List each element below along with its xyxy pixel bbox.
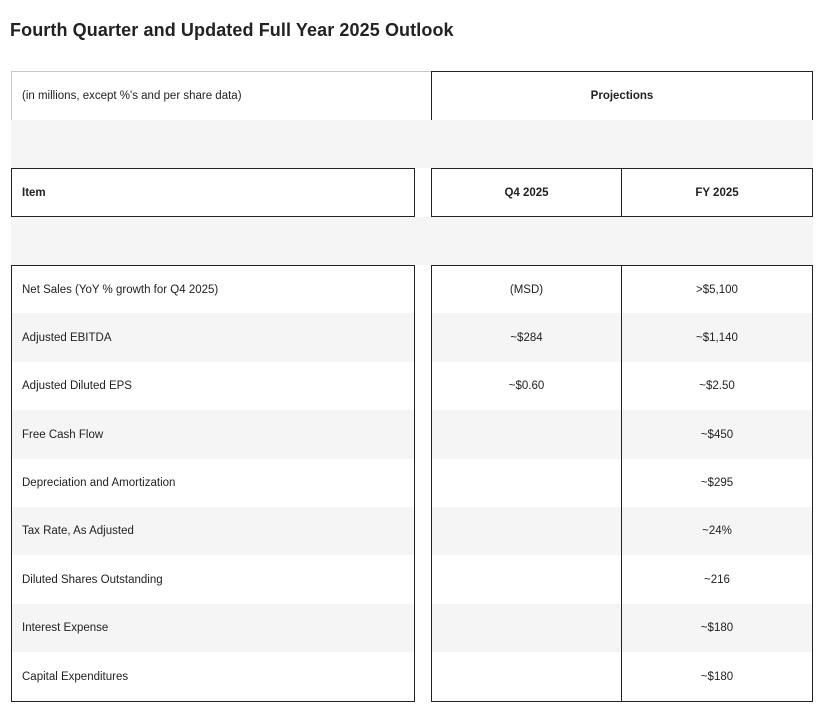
- column-gap: [416, 459, 430, 508]
- column-gap: [416, 362, 430, 411]
- row-fy-value: ~216: [622, 555, 813, 605]
- row-fy-value: ~$2.50: [622, 362, 813, 411]
- column-gap: [416, 265, 430, 314]
- row-q4-value: ~$0.60: [431, 362, 622, 411]
- row-q4-value: ~$284: [431, 313, 622, 363]
- column-header-item: Item: [11, 168, 415, 217]
- row-item-label: Depreciation and Amortization: [11, 459, 415, 508]
- row-item-label: Net Sales (YoY % growth for Q4 2025): [11, 265, 415, 314]
- column-gap: [416, 604, 430, 653]
- row-q4-value: [431, 604, 622, 653]
- row-item-label: Adjusted Diluted EPS: [11, 362, 415, 411]
- row-item-label: Capital Expenditures: [11, 652, 415, 702]
- table-note: (in millions, except %'s and per share data): [11, 71, 432, 120]
- row-fy-value: ~$180: [622, 652, 813, 702]
- spacer-row: [11, 120, 813, 168]
- column-gap: [416, 410, 430, 460]
- row-item-label: Interest Expense: [11, 604, 415, 653]
- row-q4-value: [431, 555, 622, 605]
- row-item-label: Diluted Shares Outstanding: [11, 555, 415, 605]
- column-header-q4: Q4 2025: [431, 168, 622, 217]
- column-header-fy: FY 2025: [622, 168, 813, 217]
- row-item-label: Free Cash Flow: [11, 410, 415, 460]
- row-fy-value: ~$295: [622, 459, 813, 508]
- row-q4-value: [431, 410, 622, 460]
- spacer-row: [11, 217, 813, 265]
- row-fy-value: >$5,100: [622, 265, 813, 314]
- row-q4-value: [431, 652, 622, 702]
- column-gap: [416, 313, 430, 363]
- row-item-label: Adjusted EBITDA: [11, 313, 415, 363]
- row-item-label: Tax Rate, As Adjusted: [11, 507, 415, 556]
- projections-header: Projections: [431, 71, 813, 121]
- row-fy-value: ~$180: [622, 604, 813, 653]
- row-fy-value: ~24%: [622, 507, 813, 556]
- row-q4-value: [431, 459, 622, 508]
- row-fy-value: ~$1,140: [622, 313, 813, 363]
- row-fy-value: ~$450: [622, 410, 813, 460]
- page-title: Fourth Quarter and Updated Full Year 2025 Outlook: [10, 20, 454, 40]
- column-gap: [416, 555, 430, 605]
- column-gap: [416, 652, 430, 702]
- row-q4-value: [431, 507, 622, 556]
- column-gap: [416, 507, 430, 556]
- row-q4-value: (MSD): [431, 265, 622, 314]
